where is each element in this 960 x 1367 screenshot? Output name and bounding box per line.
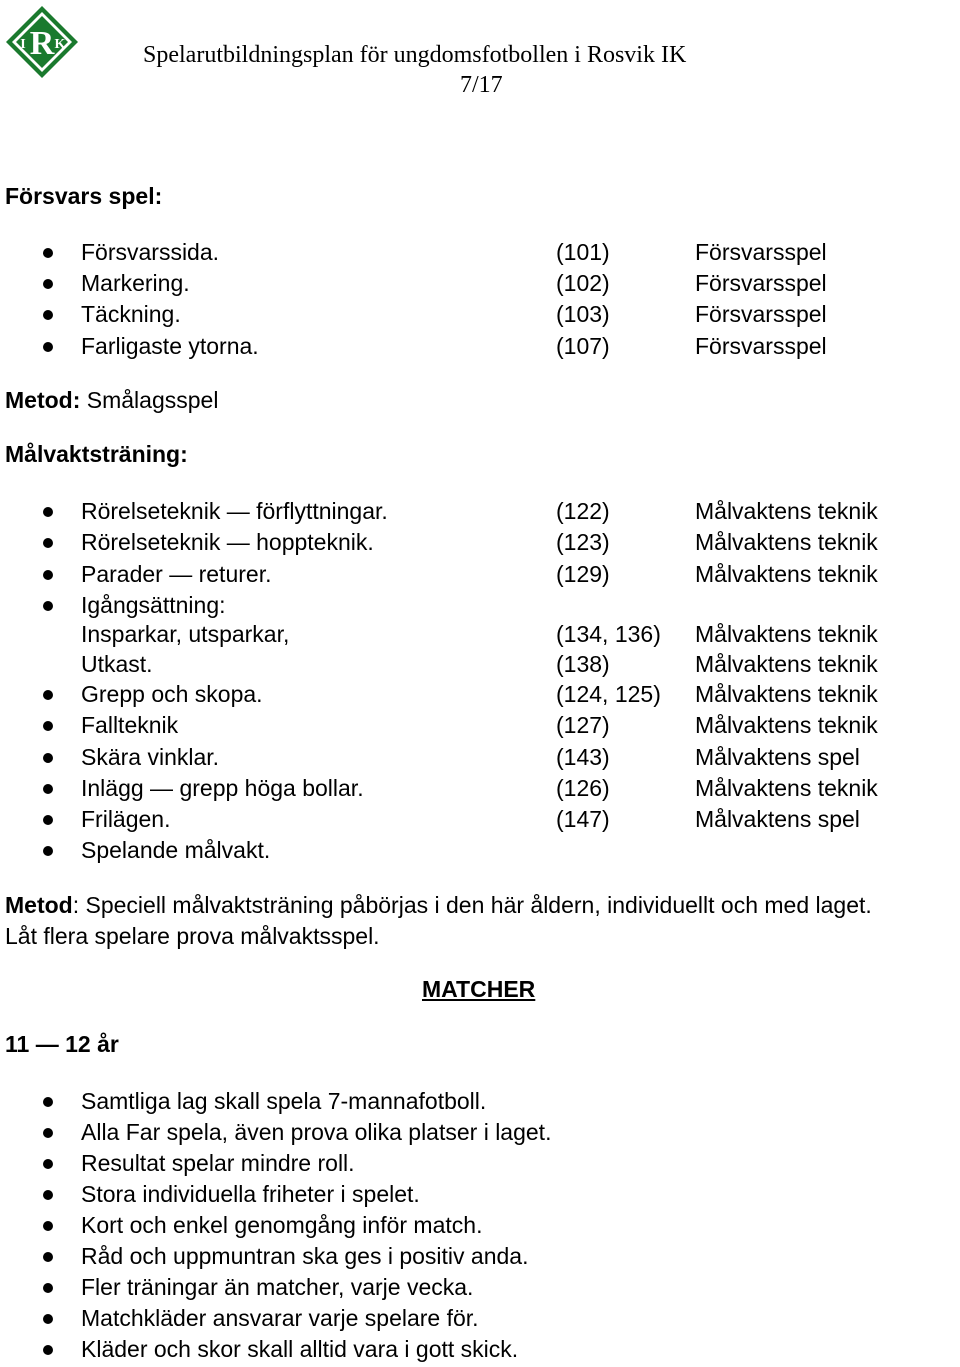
item-category: Målvaktens teknik	[695, 498, 878, 524]
svg-text:K: K	[54, 37, 66, 52]
item-code: (126)	[556, 775, 610, 801]
list-item	[0, 268, 960, 299]
bullet-icon	[43, 690, 53, 700]
bullet-icon	[43, 507, 53, 517]
item-text: Markering.	[81, 270, 190, 296]
age-group: 11 — 12 år	[5, 1031, 119, 1057]
item-category: Målvaktens teknik	[695, 621, 878, 647]
bullet-icon	[43, 310, 53, 320]
item-category: Försvarsspel	[695, 270, 827, 296]
method-label: Metod:	[5, 387, 81, 413]
list-item	[0, 559, 960, 590]
list-item	[0, 1148, 960, 1179]
defense-method	[5, 385, 218, 416]
list-item	[0, 1179, 960, 1210]
bullet-icon	[43, 1252, 53, 1262]
item-text: Spelande målvakt.	[81, 837, 271, 863]
list-item	[0, 1272, 960, 1303]
bullet-icon	[43, 279, 53, 289]
bullet-icon	[43, 1190, 53, 1200]
list-item	[0, 1303, 960, 1334]
item-text: Inlägg — grepp höga bollar.	[81, 775, 364, 801]
goalkeeper-heading: Målvaktsträning:	[5, 441, 188, 467]
list-item	[0, 527, 960, 558]
list-item	[0, 804, 960, 835]
list-item	[0, 773, 960, 804]
list-item	[0, 1086, 960, 1117]
item-text: Försvarssida.	[81, 239, 220, 265]
list-item	[0, 1334, 960, 1365]
item-code: (122)	[556, 498, 610, 524]
item-code: (102)	[556, 270, 610, 296]
item-category: Målvaktens spel	[695, 806, 860, 832]
bullet-icon	[43, 248, 53, 258]
item-text: Frilägen.	[81, 806, 171, 832]
item-code: (138)	[556, 651, 610, 677]
item-text: Fler träningar än matcher, varje vecka.	[81, 1274, 474, 1300]
svg-text:I: I	[20, 37, 26, 52]
bullet-icon	[43, 1314, 53, 1324]
list-item	[0, 835, 960, 866]
bullet-icon	[43, 1283, 53, 1293]
item-category: Målvaktens teknik	[695, 775, 878, 801]
list-item	[0, 710, 960, 741]
list-item	[0, 649, 960, 680]
list-item	[0, 496, 960, 527]
bullet-icon	[43, 1159, 53, 1169]
item-category: Försvarsspel	[695, 239, 827, 265]
item-code: (134, 136)	[556, 621, 661, 647]
item-text: Stora individuella friheter i spelet.	[81, 1181, 420, 1207]
list-item	[0, 742, 960, 773]
item-code: (103)	[556, 301, 610, 327]
item-text: Grepp och skopa.	[81, 681, 263, 707]
item-text: Fallteknik	[81, 712, 179, 738]
item-text: Igångsättning:	[81, 592, 226, 618]
item-category: Målvaktens teknik	[695, 529, 878, 555]
item-text: Råd och uppmuntran ska ges i positiv anda.	[81, 1243, 529, 1269]
item-code: (101)	[556, 239, 610, 265]
item-text: Kläder och skor skall alltid vara i gott skick.	[81, 1336, 519, 1362]
bullet-icon	[43, 721, 53, 731]
bullet-icon	[43, 753, 53, 763]
method-text: : Speciell målvaktsträning påbörjas i den här åldern, individuellt och med laget.	[72, 892, 872, 918]
item-text: Rörelseteknik — hoppteknik.	[81, 529, 374, 555]
item-text: Parader — returer.	[81, 561, 272, 587]
item-category: Målvaktens teknik	[695, 712, 878, 738]
list-item	[0, 1241, 960, 1272]
bullet-icon	[43, 570, 53, 580]
list-item	[0, 590, 960, 621]
list-item	[0, 1210, 960, 1241]
bullet-icon	[43, 1221, 53, 1231]
page-number: 7/17	[460, 72, 503, 98]
bullet-icon	[43, 1128, 53, 1138]
matches-heading: MATCHER	[422, 976, 536, 1002]
list-item	[0, 331, 960, 362]
bullet-icon	[43, 538, 53, 548]
item-code: (107)	[556, 333, 610, 359]
method-line-2: Låt flera spelare prova målvaktsspel.	[5, 923, 380, 949]
method-text: Smålagsspel	[80, 387, 219, 413]
item-code: (129)	[556, 561, 610, 587]
method-label: Metod	[5, 892, 73, 918]
item-code: (127)	[556, 712, 610, 738]
item-text: Täckning.	[81, 301, 181, 327]
item-category: Målvaktens spel	[695, 744, 860, 770]
list-item	[0, 679, 960, 710]
item-text: Resultat spelar mindre roll.	[81, 1150, 355, 1176]
item-category: Målvaktens teknik	[695, 651, 878, 677]
item-category: Målvaktens teknik	[695, 561, 878, 587]
svg-text:R: R	[29, 25, 55, 62]
item-text: Samtliga lag skall spela 7-mannafotboll.	[81, 1088, 487, 1114]
item-code: (147)	[556, 806, 610, 832]
list-item	[0, 1117, 960, 1148]
item-text: Skära vinklar.	[81, 744, 220, 770]
bullet-icon	[43, 846, 53, 856]
bullet-icon	[43, 1345, 53, 1355]
item-text: Kort och enkel genomgång inför match.	[81, 1212, 483, 1238]
item-text: Rörelseteknik — förflyttningar.	[81, 498, 388, 524]
bullet-icon	[43, 784, 53, 794]
bullet-icon	[43, 815, 53, 825]
item-code: (124, 125)	[556, 681, 661, 707]
defense-heading: Försvars spel:	[5, 183, 163, 209]
item-category: Försvarsspel	[695, 333, 827, 359]
bullet-icon	[43, 342, 53, 352]
bullet-icon	[43, 601, 53, 611]
item-code: (143)	[556, 744, 610, 770]
list-item	[0, 237, 960, 268]
document-header-title: Spelarutbildningsplan för ungdomsfotbollen i Rosvik IK	[143, 42, 687, 68]
item-text: Matchkläder ansvarar varje spelare för.	[81, 1305, 479, 1331]
item-text: Alla Far spela, även prova olika platser i laget.	[81, 1119, 552, 1145]
bullet-icon	[43, 1097, 53, 1107]
goalkeeper-method	[5, 890, 960, 952]
item-category: Försvarsspel	[695, 301, 827, 327]
item-text: Insparkar, utsparkar,	[81, 621, 290, 647]
item-category: Målvaktens teknik	[695, 681, 878, 707]
club-logo	[4, 4, 80, 80]
list-item	[0, 619, 960, 650]
list-item	[0, 299, 960, 330]
item-text: Farligaste ytorna.	[81, 333, 259, 359]
item-code: (123)	[556, 529, 610, 555]
item-text: Utkast.	[81, 651, 153, 677]
